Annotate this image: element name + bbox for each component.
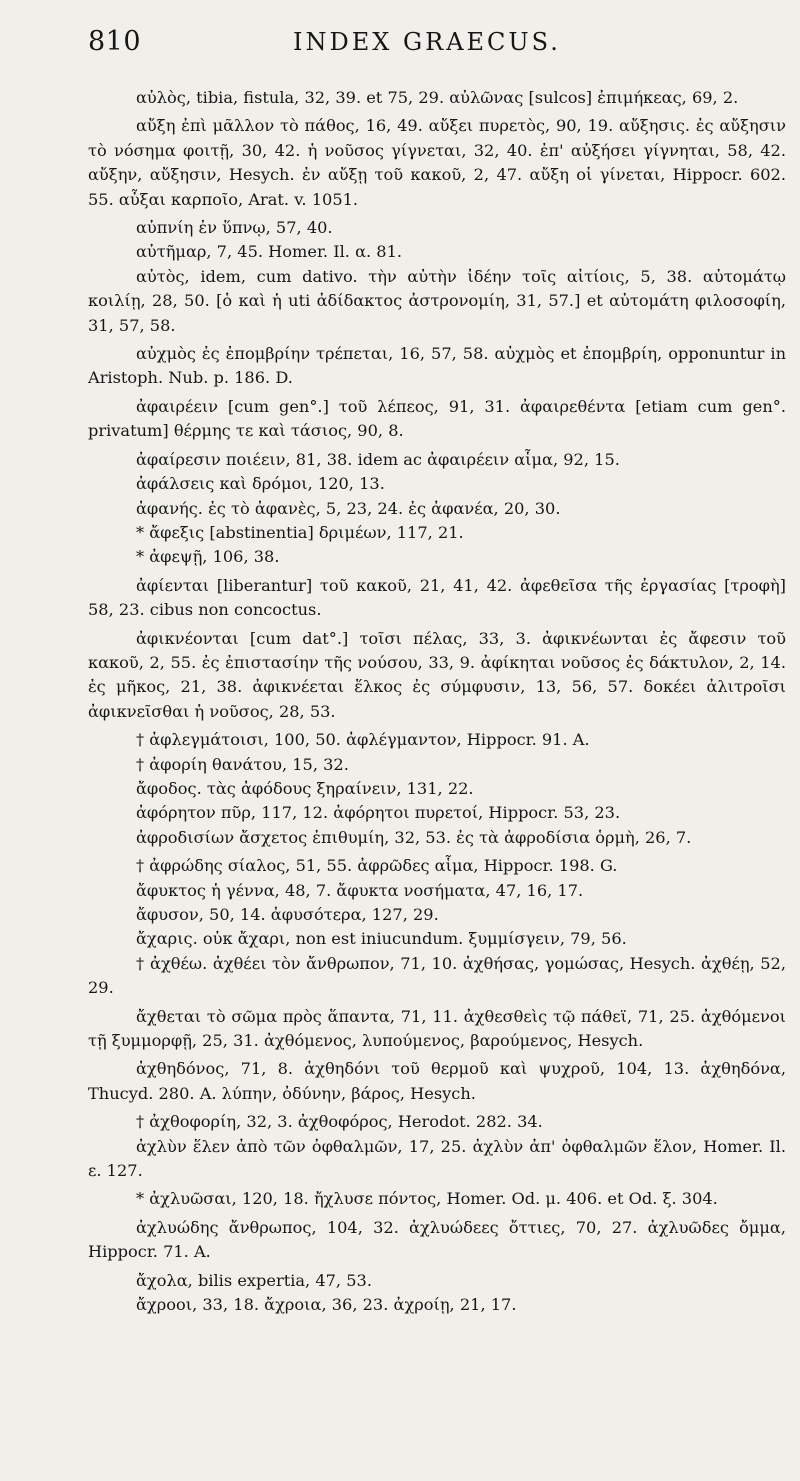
index-entry: * ἄφεξις [abstinentia] δριμέων, 117, 21. — [136, 522, 464, 542]
index-entry: ἄχροοι, 33, 18. ἄχροια, 36, 23. ἀχροίῃ, 21, 17. — [136, 1295, 517, 1315]
index-entry: ἄφυσον, 50, 14. ἀφυσότερα, 127, 29. — [136, 905, 439, 924]
index-entry: ἄχαρις. οὐκ ἄχαρι, non est iniucundum. ξυμμίσγειν, 79, 56. — [136, 929, 627, 949]
index-entry: ἀφάλσεις καὶ δρόμοι, 120, 13. — [136, 474, 385, 494]
index-entry: αὔξη ἐπὶ μᾶλλον τὸ πάθος, 16, 49. αὔξει πυρετὸς, 90, 19. αὔξησις. ἐς αὔξησιν τὸ νόσημα φοιτῇ, 30, 42. ἡ νοῦσος γίγνεται, 32, 40. ἐπ' αὐξήσει γίγνηται, 58, 42. αὔξην, αὔξησιν, Hesych. ἐν αὔξῃ τοῦ κακοῦ, 2, 47. αὔξη οἱ γίνεται, Hippocr. 602. 55. αὖξαι καρποῖο, Arat. v. 1051. — [88, 116, 786, 209]
index-entry: * ἀχλυῶσαι, 120, 18. ἤχλυσε πόντος, Homer. Od. μ. 406. et Od. ξ. 304. — [136, 1189, 718, 1209]
index-entry: ἀχλυώδης ἄνθρωπος, 104, 32. ἀχλυώδεες ὄττιες, 70, 27. ἀχλυῶδες ὄμμα, Hippocr. 71. A. — [88, 1217, 786, 1262]
index-entry: ἀφόρητον πῦρ, 117, 12. ἀφόρητοι πυρετοί, Hippocr. 53, 23. — [136, 803, 621, 823]
running-title: INDEX GRAECUS. — [293, 28, 561, 56]
index-entry: ἀχλὺν ἕλεν ἀπὸ τῶν ὀφθαλμῶν, 17, 25. ἀχλὺν ἀπ' ὀφθαλμῶν ἕλον, Homer. Il. ε. 127. — [88, 1136, 786, 1181]
index-entry: † ἀφορίη θανάτου, 15, 32. — [136, 754, 349, 774]
index-entry: αὐτῆμαρ, 7, 45. Homer. Il. α. 81. — [136, 242, 403, 262]
index-entry: αὐπνίη ἐν ὕπνῳ, 57, 40. — [136, 218, 333, 238]
index-entry: ἀφίενται [liberantur] τοῦ κακοῦ, 21, 41, 42. ἀφεθεῖσα τῆς ἐργασίας [τροφὴ] 58, 23. cibus non concoctus. — [88, 575, 786, 620]
index-entry: † ἀχθοφορίη, 32, 3. ἀχθοφόρος, Herodot. 282. 34. — [136, 1112, 543, 1132]
index-entry: αὐχμὸς ἐς ἐπομβρίην τρέπεται, 16, 57, 58. αὐχμὸς et ἐπομβρίη, opponuntur in Aristoph. Nub. p. 186. D. — [88, 344, 786, 388]
index-entry: ἀφαιρέειν [cum gen°.] τοῦ λέπεος, 91, 31. ἀφαιρεθέντα [etiam cum gen°. privatum] θέρμης τε καὶ τάσιος, 90, 8. — [88, 396, 786, 441]
index-entry: † ἀφρώδης σίαλος, 51, 55. ἀφρῶδες αἷμα, Hippocr. 198. G. — [136, 856, 618, 876]
index-entry: ἀφροδισίων ἄσχετος ἐπιθυμίη, 32, 53. ἐς τὰ ἀφροδίσια ὁρμὴ, 26, 7. — [136, 827, 692, 847]
index-entry: * ἀφεψῇ, 106, 38. — [136, 547, 280, 567]
index-entry: ἀφανής. ἐς τὸ ἀφανὲς, 5, 23, 24. ἐς ἀφανέα, 20, 30. — [136, 498, 561, 518]
page-header — [88, 22, 786, 70]
index-entry: ἀχθηδόνος, 71, 8. ἀχθηδόνι τοῦ θερμοῦ καὶ ψυχροῦ, 104, 13. ἀχθηδόνα, Thucyd. 280. A. λύπην, ὀδύνην, βάρος, Hesych. — [88, 1059, 786, 1103]
index-entry: ἀφικνέονται [cum dat°.] τοῖσι πέλας, 33, 3. ἀφικνέωνται ἐς ἄφεσιν τοῦ κακοῦ, 2, 55. ἐς ἐπιστασίην τῆς νούσου, 33, 9. ἀφίκηται νοῦσος ἐς δάκτυλον, 2, 14. ἐς μῆκος, 21, 38. ἀφικνέεται ἕλκος ἐς σύμφυσιν, 13, 56, 57. δοκέει ἀλιτροῖσι ἀφικνεῖσθαι ἡ νοῦσος, 28, 53. — [88, 628, 786, 721]
index-entry: ἄφυκτος ἡ γέννα, 48, 7. ἄφυκτα νοσήματα, 47, 16, 17. — [136, 880, 584, 900]
index-entry: ἄχθεται τὸ σῶμα πρὸς ἅπαντα, 71, 11. ἀχθεσθεὶς τῷ πάθεϊ, 71, 25. ἀχθόμενοι τῇ ξυμμορφῇ, 25, 31. ἀχθόμενος, λυπούμενος, βαρούμενος, Hesych. — [88, 1006, 786, 1051]
page-number: 810 — [88, 26, 142, 57]
index-entry: † ἀφλεγμάτοισι, 100, 50. ἀφλέγμαντον, Hippocr. 91. A. — [136, 730, 590, 750]
index-entries — [88, 86, 786, 1318]
index-entry: ἄχολα, bilis expertia, 47, 53. — [136, 1270, 372, 1290]
index-entry: † ἀχθέω. ἀχθέει τὸν ἄνθρωπον, 71, 10. ἀχθήσας, γομώσας, Hesych. ἀχθέῃ, 52, 29. — [88, 953, 786, 998]
index-entry: ἀφαίρεσιν ποιέειν, 81, 38. idem ac ἀφαιρέειν αἷμα, 92, 15. — [136, 449, 620, 469]
index-entry: αὐτὸς, idem, cum dativo. τὴν αὐτὴν ἰδέην τοῖς αἰτίοις, 5, 38. αὐτομάτῳ κοιλίῃ, 28, 50. [ὁ καὶ ἡ uti ἀδίδακτος ἀστρονομίη, 31, 57.] et αὐτομάτη φιλοσοφίη, 31, 57, 58. — [88, 266, 786, 335]
index-entry: αὐλὸς, tibia, fistula, 32, 39. et 75, 29. αὐλῶνας [sulcos] ἐπιμήκεας, 69, 2. — [136, 88, 739, 107]
index-entry: ἄφοδος. τὰς ἀφόδους ξηραίνειν, 131, 22. — [136, 778, 474, 798]
